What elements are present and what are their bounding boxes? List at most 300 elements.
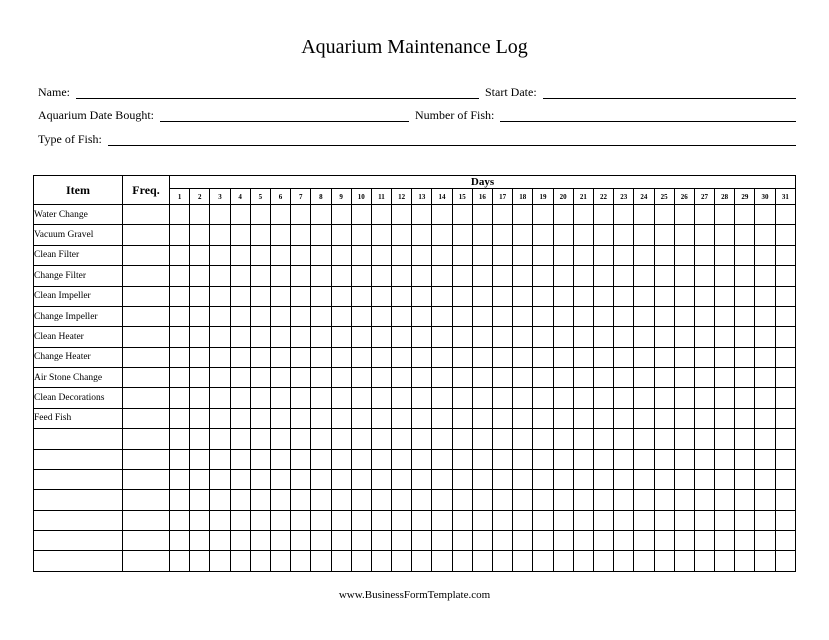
freq-cell[interactable] [123, 225, 170, 245]
day-cell[interactable] [715, 408, 735, 428]
day-cell[interactable] [634, 510, 654, 530]
day-cell[interactable] [775, 266, 795, 286]
day-cell[interactable] [371, 408, 391, 428]
day-cell[interactable] [634, 531, 654, 551]
day-cell[interactable] [654, 205, 674, 225]
day-cell[interactable] [755, 266, 775, 286]
day-cell[interactable] [452, 449, 472, 469]
day-cell[interactable] [694, 551, 714, 572]
day-cell[interactable] [694, 531, 714, 551]
day-cell[interactable] [553, 266, 573, 286]
day-cell[interactable] [392, 551, 412, 572]
day-cell[interactable] [533, 245, 553, 265]
day-cell[interactable] [755, 245, 775, 265]
day-cell[interactable] [351, 531, 371, 551]
day-cell[interactable] [755, 388, 775, 408]
day-cell[interactable] [674, 225, 694, 245]
day-cell[interactable] [654, 266, 674, 286]
day-cell[interactable] [614, 306, 634, 326]
day-cell[interactable] [371, 306, 391, 326]
day-cell[interactable] [412, 225, 432, 245]
day-cell[interactable] [593, 429, 613, 449]
day-cell[interactable] [351, 327, 371, 347]
day-cell[interactable] [573, 551, 593, 572]
day-cell[interactable] [775, 225, 795, 245]
day-cell[interactable] [472, 408, 492, 428]
day-cell[interactable] [674, 531, 694, 551]
day-cell[interactable] [210, 368, 230, 388]
day-cell[interactable] [291, 469, 311, 489]
day-cell[interactable] [291, 225, 311, 245]
day-cell[interactable] [250, 510, 270, 530]
day-cell[interactable] [351, 225, 371, 245]
day-cell[interactable] [331, 429, 351, 449]
day-cell[interactable] [371, 205, 391, 225]
item-cell[interactable]: Clean Filter [34, 245, 123, 265]
day-cell[interactable] [170, 327, 190, 347]
day-cell[interactable] [291, 510, 311, 530]
day-cell[interactable] [230, 327, 250, 347]
day-cell[interactable] [190, 490, 210, 510]
day-cell[interactable] [674, 408, 694, 428]
day-cell[interactable] [553, 347, 573, 367]
day-cell[interactable] [170, 368, 190, 388]
day-cell[interactable] [190, 266, 210, 286]
day-cell[interactable] [735, 347, 755, 367]
day-cell[interactable] [250, 490, 270, 510]
day-cell[interactable] [371, 531, 391, 551]
day-cell[interactable] [614, 388, 634, 408]
day-cell[interactable] [170, 531, 190, 551]
day-cell[interactable] [694, 388, 714, 408]
day-cell[interactable] [614, 490, 634, 510]
item-cell[interactable] [34, 490, 123, 510]
day-cell[interactable] [250, 551, 270, 572]
day-cell[interactable] [715, 551, 735, 572]
day-cell[interactable] [210, 429, 230, 449]
day-cell[interactable] [755, 408, 775, 428]
day-cell[interactable] [392, 490, 412, 510]
day-cell[interactable] [371, 510, 391, 530]
day-cell[interactable] [755, 306, 775, 326]
day-cell[interactable] [311, 510, 331, 530]
day-cell[interactable] [654, 327, 674, 347]
day-cell[interactable] [634, 205, 654, 225]
day-cell[interactable] [291, 327, 311, 347]
day-cell[interactable] [190, 368, 210, 388]
day-cell[interactable] [250, 368, 270, 388]
day-cell[interactable] [392, 388, 412, 408]
day-cell[interactable] [270, 306, 290, 326]
day-cell[interactable] [533, 286, 553, 306]
day-cell[interactable] [654, 449, 674, 469]
day-cell[interactable] [593, 408, 613, 428]
day-cell[interactable] [230, 306, 250, 326]
day-cell[interactable] [755, 551, 775, 572]
day-cell[interactable] [452, 306, 472, 326]
day-cell[interactable] [412, 408, 432, 428]
day-cell[interactable] [371, 245, 391, 265]
day-cell[interactable] [715, 286, 735, 306]
day-cell[interactable] [553, 490, 573, 510]
day-cell[interactable] [493, 388, 513, 408]
day-cell[interactable] [472, 510, 492, 530]
day-cell[interactable] [250, 245, 270, 265]
day-cell[interactable] [190, 225, 210, 245]
day-cell[interactable] [230, 551, 250, 572]
day-cell[interactable] [735, 510, 755, 530]
freq-cell[interactable] [123, 205, 170, 225]
day-cell[interactable] [311, 429, 331, 449]
day-cell[interactable] [331, 490, 351, 510]
day-cell[interactable] [472, 266, 492, 286]
freq-cell[interactable] [123, 388, 170, 408]
day-cell[interactable] [331, 510, 351, 530]
day-cell[interactable] [472, 347, 492, 367]
day-cell[interactable] [634, 469, 654, 489]
day-cell[interactable] [573, 327, 593, 347]
day-cell[interactable] [715, 388, 735, 408]
day-cell[interactable] [654, 286, 674, 306]
day-cell[interactable] [472, 551, 492, 572]
day-cell[interactable] [452, 388, 472, 408]
day-cell[interactable] [170, 510, 190, 530]
day-cell[interactable] [553, 327, 573, 347]
day-cell[interactable] [775, 286, 795, 306]
day-cell[interactable] [170, 225, 190, 245]
day-cell[interactable] [210, 205, 230, 225]
item-cell[interactable]: Clean Impeller [34, 286, 123, 306]
day-cell[interactable] [775, 510, 795, 530]
day-cell[interactable] [311, 408, 331, 428]
day-cell[interactable] [210, 286, 230, 306]
day-cell[interactable] [311, 368, 331, 388]
day-cell[interactable] [291, 551, 311, 572]
day-cell[interactable] [250, 266, 270, 286]
day-cell[interactable] [674, 429, 694, 449]
day-cell[interactable] [654, 225, 674, 245]
day-cell[interactable] [250, 225, 270, 245]
day-cell[interactable] [493, 449, 513, 469]
day-cell[interactable] [694, 469, 714, 489]
day-cell[interactable] [674, 306, 694, 326]
day-cell[interactable] [432, 205, 452, 225]
day-cell[interactable] [392, 327, 412, 347]
day-cell[interactable] [735, 449, 755, 469]
day-cell[interactable] [351, 347, 371, 367]
number-of-fish-input-line[interactable] [500, 109, 796, 122]
day-cell[interactable] [412, 286, 432, 306]
freq-cell[interactable] [123, 531, 170, 551]
day-cell[interactable] [634, 490, 654, 510]
item-cell[interactable] [34, 531, 123, 551]
day-cell[interactable] [513, 429, 533, 449]
day-cell[interactable] [755, 531, 775, 551]
day-cell[interactable] [210, 469, 230, 489]
item-cell[interactable]: Feed Fish [34, 408, 123, 428]
day-cell[interactable] [170, 429, 190, 449]
day-cell[interactable] [533, 388, 553, 408]
day-cell[interactable] [331, 449, 351, 469]
day-cell[interactable] [775, 306, 795, 326]
day-cell[interactable] [230, 408, 250, 428]
day-cell[interactable] [250, 306, 270, 326]
day-cell[interactable] [513, 531, 533, 551]
day-cell[interactable] [553, 449, 573, 469]
day-cell[interactable] [573, 245, 593, 265]
day-cell[interactable] [351, 469, 371, 489]
day-cell[interactable] [775, 449, 795, 469]
day-cell[interactable] [311, 449, 331, 469]
day-cell[interactable] [190, 286, 210, 306]
day-cell[interactable] [694, 245, 714, 265]
item-cell[interactable] [34, 510, 123, 530]
day-cell[interactable] [230, 490, 250, 510]
day-cell[interactable] [593, 531, 613, 551]
day-cell[interactable] [291, 368, 311, 388]
day-cell[interactable] [311, 469, 331, 489]
day-cell[interactable] [513, 347, 533, 367]
day-cell[interactable] [371, 469, 391, 489]
day-cell[interactable] [250, 327, 270, 347]
day-cell[interactable] [270, 429, 290, 449]
day-cell[interactable] [412, 449, 432, 469]
day-cell[interactable] [452, 551, 472, 572]
day-cell[interactable] [210, 347, 230, 367]
day-cell[interactable] [270, 327, 290, 347]
day-cell[interactable] [573, 408, 593, 428]
day-cell[interactable] [331, 408, 351, 428]
day-cell[interactable] [230, 225, 250, 245]
day-cell[interactable] [230, 205, 250, 225]
day-cell[interactable] [533, 531, 553, 551]
day-cell[interactable] [432, 510, 452, 530]
day-cell[interactable] [715, 266, 735, 286]
day-cell[interactable] [412, 327, 432, 347]
day-cell[interactable] [291, 286, 311, 306]
day-cell[interactable] [493, 490, 513, 510]
day-cell[interactable] [432, 531, 452, 551]
freq-cell[interactable] [123, 368, 170, 388]
day-cell[interactable] [230, 510, 250, 530]
day-cell[interactable] [311, 531, 331, 551]
day-cell[interactable] [674, 266, 694, 286]
name-input-line[interactable] [76, 86, 479, 99]
day-cell[interactable] [533, 225, 553, 245]
day-cell[interactable] [513, 286, 533, 306]
day-cell[interactable] [573, 368, 593, 388]
day-cell[interactable] [573, 490, 593, 510]
day-cell[interactable] [654, 510, 674, 530]
day-cell[interactable] [775, 408, 795, 428]
day-cell[interactable] [614, 347, 634, 367]
day-cell[interactable] [735, 490, 755, 510]
day-cell[interactable] [432, 551, 452, 572]
day-cell[interactable] [674, 245, 694, 265]
day-cell[interactable] [755, 449, 775, 469]
day-cell[interactable] [230, 531, 250, 551]
day-cell[interactable] [392, 449, 412, 469]
day-cell[interactable] [715, 449, 735, 469]
day-cell[interactable] [654, 245, 674, 265]
day-cell[interactable] [371, 266, 391, 286]
day-cell[interactable] [351, 286, 371, 306]
day-cell[interactable] [452, 205, 472, 225]
day-cell[interactable] [311, 286, 331, 306]
day-cell[interactable] [452, 510, 472, 530]
day-cell[interactable] [654, 306, 674, 326]
day-cell[interactable] [291, 531, 311, 551]
day-cell[interactable] [432, 368, 452, 388]
day-cell[interactable] [513, 225, 533, 245]
day-cell[interactable] [614, 408, 634, 428]
day-cell[interactable] [210, 306, 230, 326]
day-cell[interactable] [311, 245, 331, 265]
day-cell[interactable] [553, 205, 573, 225]
day-cell[interactable] [735, 205, 755, 225]
day-cell[interactable] [533, 469, 553, 489]
day-cell[interactable] [533, 510, 553, 530]
day-cell[interactable] [432, 429, 452, 449]
day-cell[interactable] [472, 469, 492, 489]
day-cell[interactable] [190, 245, 210, 265]
day-cell[interactable] [250, 449, 270, 469]
day-cell[interactable] [593, 306, 613, 326]
day-cell[interactable] [250, 408, 270, 428]
day-cell[interactable] [694, 408, 714, 428]
day-cell[interactable] [210, 449, 230, 469]
day-cell[interactable] [432, 266, 452, 286]
day-cell[interactable] [755, 327, 775, 347]
day-cell[interactable] [291, 388, 311, 408]
day-cell[interactable] [755, 286, 775, 306]
day-cell[interactable] [573, 306, 593, 326]
day-cell[interactable] [371, 388, 391, 408]
day-cell[interactable] [715, 368, 735, 388]
day-cell[interactable] [573, 469, 593, 489]
day-cell[interactable] [593, 469, 613, 489]
day-cell[interactable] [291, 449, 311, 469]
day-cell[interactable] [230, 429, 250, 449]
day-cell[interactable] [715, 510, 735, 530]
day-cell[interactable] [775, 429, 795, 449]
day-cell[interactable] [614, 551, 634, 572]
day-cell[interactable] [634, 368, 654, 388]
day-cell[interactable] [452, 225, 472, 245]
day-cell[interactable] [270, 510, 290, 530]
day-cell[interactable] [573, 347, 593, 367]
day-cell[interactable] [351, 449, 371, 469]
day-cell[interactable] [270, 469, 290, 489]
day-cell[interactable] [573, 510, 593, 530]
day-cell[interactable] [573, 449, 593, 469]
day-cell[interactable] [270, 449, 290, 469]
day-cell[interactable] [472, 286, 492, 306]
freq-cell[interactable] [123, 429, 170, 449]
day-cell[interactable] [593, 327, 613, 347]
day-cell[interactable] [715, 469, 735, 489]
day-cell[interactable] [573, 225, 593, 245]
day-cell[interactable] [331, 286, 351, 306]
day-cell[interactable] [775, 347, 795, 367]
day-cell[interactable] [755, 347, 775, 367]
day-cell[interactable] [190, 551, 210, 572]
day-cell[interactable] [412, 490, 432, 510]
day-cell[interactable] [331, 225, 351, 245]
day-cell[interactable] [493, 368, 513, 388]
item-cell[interactable]: Water Change [34, 205, 123, 225]
day-cell[interactable] [452, 490, 472, 510]
day-cell[interactable] [170, 551, 190, 572]
day-cell[interactable] [593, 551, 613, 572]
day-cell[interactable] [694, 490, 714, 510]
day-cell[interactable] [190, 510, 210, 530]
day-cell[interactable] [533, 551, 553, 572]
day-cell[interactable] [311, 205, 331, 225]
day-cell[interactable] [392, 469, 412, 489]
day-cell[interactable] [533, 266, 553, 286]
day-cell[interactable] [331, 205, 351, 225]
day-cell[interactable] [392, 408, 412, 428]
day-cell[interactable] [291, 205, 311, 225]
day-cell[interactable] [634, 225, 654, 245]
day-cell[interactable] [190, 388, 210, 408]
day-cell[interactable] [270, 551, 290, 572]
day-cell[interactable] [331, 388, 351, 408]
day-cell[interactable] [392, 286, 412, 306]
day-cell[interactable] [412, 388, 432, 408]
day-cell[interactable] [472, 531, 492, 551]
day-cell[interactable] [553, 510, 573, 530]
day-cell[interactable] [553, 306, 573, 326]
day-cell[interactable] [392, 429, 412, 449]
day-cell[interactable] [472, 449, 492, 469]
day-cell[interactable] [735, 266, 755, 286]
day-cell[interactable] [230, 266, 250, 286]
day-cell[interactable] [412, 266, 432, 286]
day-cell[interactable] [593, 286, 613, 306]
day-cell[interactable] [674, 469, 694, 489]
day-cell[interactable] [331, 531, 351, 551]
day-cell[interactable] [775, 245, 795, 265]
day-cell[interactable] [573, 266, 593, 286]
day-cell[interactable] [472, 327, 492, 347]
day-cell[interactable] [392, 368, 412, 388]
day-cell[interactable] [654, 347, 674, 367]
day-cell[interactable] [634, 551, 654, 572]
day-cell[interactable] [533, 490, 553, 510]
item-cell[interactable]: Air Stone Change [34, 368, 123, 388]
day-cell[interactable] [170, 408, 190, 428]
day-cell[interactable] [553, 469, 573, 489]
day-cell[interactable] [735, 429, 755, 449]
day-cell[interactable] [331, 306, 351, 326]
day-cell[interactable] [775, 368, 795, 388]
day-cell[interactable] [513, 490, 533, 510]
day-cell[interactable] [371, 327, 391, 347]
day-cell[interactable] [472, 306, 492, 326]
day-cell[interactable] [432, 388, 452, 408]
item-cell[interactable]: Change Impeller [34, 306, 123, 326]
day-cell[interactable] [210, 408, 230, 428]
day-cell[interactable] [230, 245, 250, 265]
day-cell[interactable] [190, 205, 210, 225]
day-cell[interactable] [230, 347, 250, 367]
day-cell[interactable] [412, 347, 432, 367]
day-cell[interactable] [715, 205, 735, 225]
day-cell[interactable] [775, 490, 795, 510]
day-cell[interactable] [250, 531, 270, 551]
